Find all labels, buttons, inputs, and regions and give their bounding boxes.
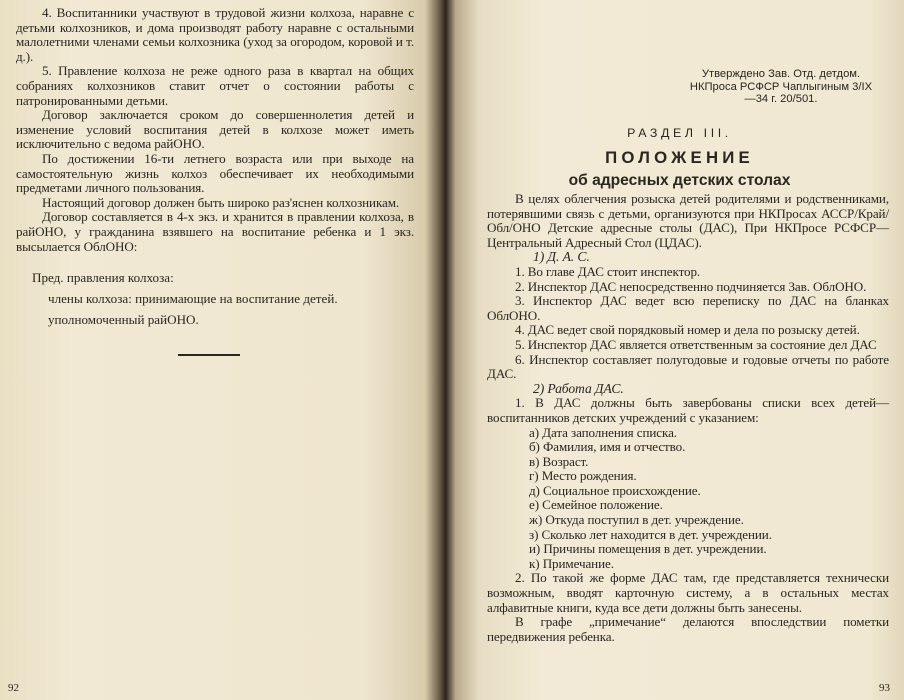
left-text <box>16 6 414 254</box>
left-page <box>0 0 430 700</box>
list-item: к) Примечание. <box>529 555 614 571</box>
list-item: 6. Инспектор составляет полугодовые и годовые отчеты по работе ДАС. <box>487 351 889 382</box>
paragraph: 2. По такой же форме ДАС там, где представляется технически возможным, вводят карточную систему, а в остальных местах алфавитные книги, куда все дети должны быть занесены. <box>487 570 889 615</box>
list-item: 1. Во главе ДАС стоит инспектор. <box>515 263 701 279</box>
list-item: ж) Откуда поступил в дет. учреждение. <box>529 512 744 528</box>
paragraph: 5. Правление колхоза не реже одного раза в квартал на общих собраниях колхозников ставит отчет о состоянии работы с патронированными детьми. <box>16 63 414 108</box>
list-item: д) Социальное происхождение. <box>529 482 701 498</box>
subheading: 2) Работа ДАС. <box>533 380 624 396</box>
list-item: е) Семейное положение. <box>529 497 663 513</box>
page-number: 93 <box>879 682 890 694</box>
section-heading: РАЗДЕЛ III. <box>627 126 732 140</box>
page-title: ПОЛОЖЕНИЕ <box>605 148 754 167</box>
paragraph: Договор составляется в 4-х экз. и хранится в правлении колхоза, в райОНО, у гражданина взявшего на воспитание ребенка и 1 экз. высылается ОблОНО: <box>16 209 414 254</box>
intro-paragraph: В целях облегчения розыска детей родителями и родственниками, потерявшими связь с детьми, организуются при НКПросах АССР/Край/Обл/ОНО Детские адресные столы (ДАС), При НКПросе РСФСР—Центральный Адресный Стол (ЦДАС). <box>487 191 889 250</box>
list-item: в) Возраст. <box>529 453 589 469</box>
signature-members: члены колхоза: принимающие на воспитание детей. <box>48 291 338 306</box>
paragraph: По достижении 16-ти летнего возраста или при выходе на самостоятельную жизнь колхоз обеспечивает их необходимыми предметами личного пользования. <box>16 150 414 196</box>
list-item: з) Сколько лет находится в дет. учреждении. <box>529 526 772 542</box>
list-item: и) Причины помещения в дет. учреждении. <box>529 541 767 557</box>
list-item: 5. Инспектор ДАС является ответственным за состояние дел ДАС <box>515 336 877 352</box>
list-item: г) Место рождения. <box>529 468 637 484</box>
divider <box>178 354 240 356</box>
right-page <box>455 0 904 700</box>
paragraph: В графе „примечание“ делаются впоследствии пометки передвижения ребенка. <box>487 614 889 644</box>
work-intro: 1. В ДАС должны быть завербованы списки всех детей—воспитанников детских учреждений с указанием: <box>487 395 889 425</box>
list-item: 2. Инспектор ДАС непосредственно подчиняется Зав. ОблОНО. <box>515 278 867 294</box>
signature-authorized: уполномоченный райОНО. <box>48 312 199 327</box>
paragraph: 4. Воспитанники участвуют в трудовой жизни колхоза, наравне с детьми колхозников, и дома производят работу наравне с остальными малолетними членами семьи колхозника (уход за огородом, коровой и т. д.). <box>16 5 414 64</box>
signature-chair: Пред. правления колхоза: <box>32 270 174 285</box>
signature-block <box>16 267 414 330</box>
paragraph: Настоящий договор должен быть широко раз'яснен колхозникам. <box>42 194 400 210</box>
list-item: б) Фамилия, имя и отчество. <box>529 439 686 455</box>
paragraph: Договор заключается сроком до совершеннолетия детей и изменение условий воспитания детей в колхозе может иметь исключительно с ведома райОНО. <box>16 107 414 152</box>
right-text <box>487 192 889 644</box>
subheading: 1) Д. А. С. <box>533 249 590 265</box>
list-item: 3. Инспектор ДАС ведет всю переписку по ДАС на бланках ОблОНО. <box>487 293 889 323</box>
page-subtitle: об адресных детских столах <box>568 172 791 189</box>
page-number: 92 <box>8 682 19 694</box>
approval-note: Утверждено Зав. Отд. детдом. НКПроса РСФСР Чаплыгиным 3/IX—34 г. 20/501. <box>689 68 873 106</box>
list-item: а) Дата заполнения списка. <box>529 424 677 440</box>
list-item: 4. ДАС ведет свой порядковый номер и дела по розыску детей. <box>515 322 860 338</box>
